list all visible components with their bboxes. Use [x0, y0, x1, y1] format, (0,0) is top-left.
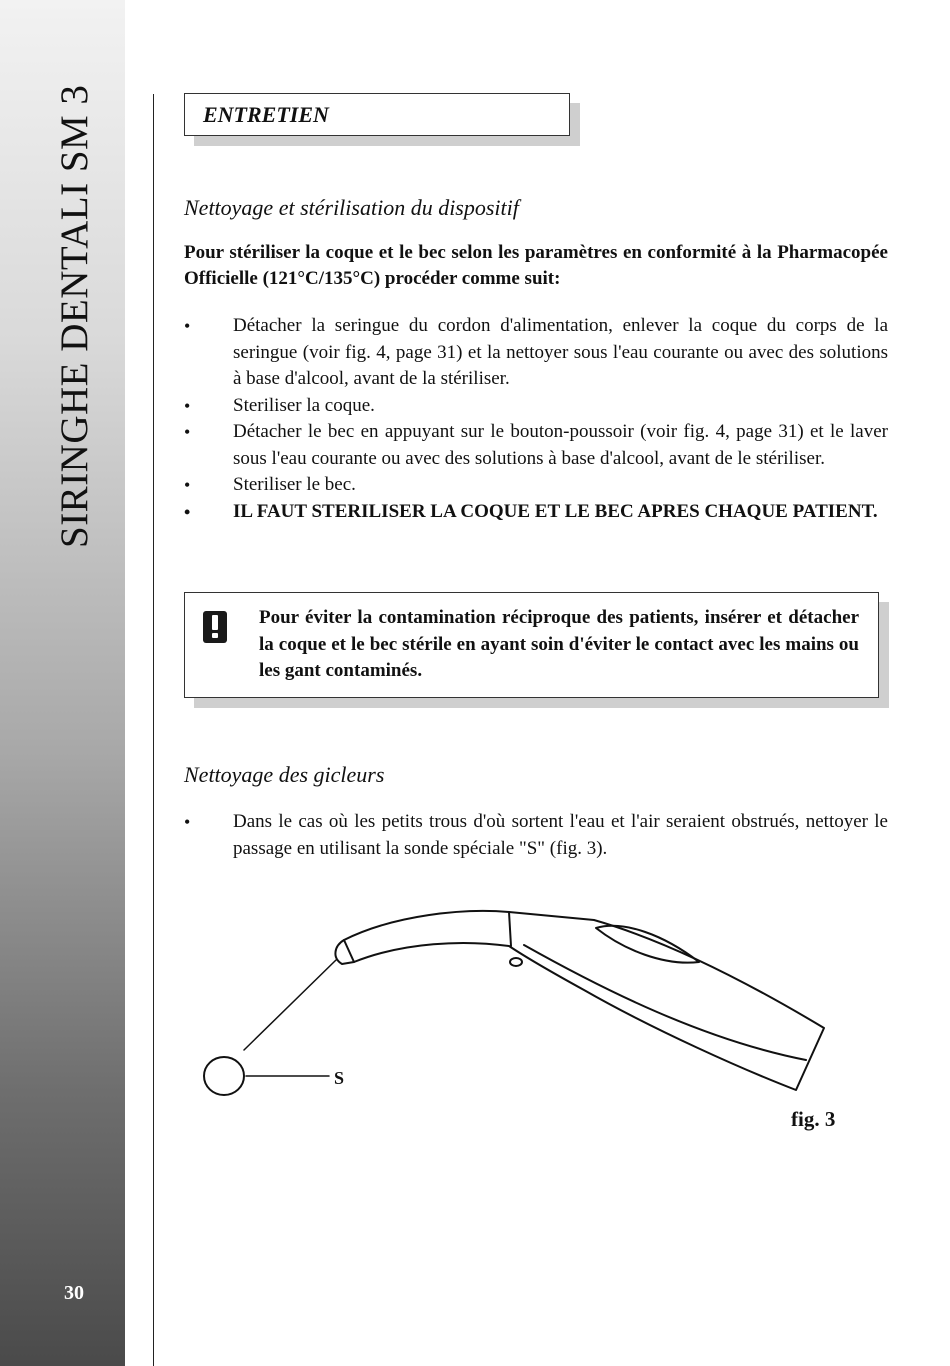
syringe-peg — [510, 958, 522, 966]
bullet-icon: • — [184, 501, 191, 522]
bullet-icon: • — [184, 422, 191, 442]
nozzle-steps — [184, 809, 888, 862]
bullet-icon: • — [184, 812, 191, 832]
bullet-icon: • — [184, 316, 191, 336]
sterilization-intro: Pour stériliser la coque et le bec selon les paramètres en conformité à la Pharmacopée Officielle (121°C/135°C) procéder comme suit: — [184, 242, 888, 289]
syringe-stripe — [524, 945, 806, 1060]
list-item: • Dans le cas où les petits trous d'où sortent l'eau et l'air seraient obstrués, nettoyer le passage en utilisant la sonde spéciale "S" (fig. 3). — [184, 811, 888, 859]
sterilization-heading: Nettoyage et stérilisation du dispositif — [184, 195, 519, 220]
list-item: • Détacher le bec en appuyant sur le bouton-poussoir (voir fig. 4, page 31) et le laver sous l'eau courante ou avec des solutions à base d'alcool, avant de le stériliser. — [184, 421, 888, 469]
nozzles-heading: Nettoyage des gicleurs — [184, 762, 385, 787]
list-item: • IL FAUT STERILISER LA COQUE ET LE BEC APRES CHAQUE PATIENT. — [184, 499, 888, 526]
probe-wire — [244, 960, 336, 1050]
probe-ring — [204, 1057, 244, 1095]
syringe-coupling — [509, 912, 511, 946]
syringe-illustration — [184, 890, 844, 1110]
list-item: • Steriliser le bec. — [184, 472, 888, 499]
section-header-box — [184, 93, 570, 136]
exclamation-warning-icon — [203, 611, 227, 643]
list-item: • Steriliser la coque. — [184, 393, 888, 420]
probe-label: S — [334, 1068, 345, 1088]
warning-text: Pour éviter la contamination réciproque des patients, insérer et détacher la coque et le bec stérile en ayant soin d'éviter le contact avec les mains ou les gant contaminés. — [259, 607, 859, 681]
syringe-button — [596, 926, 699, 963]
document-side-title: SIRINGHE DENTALI SM 3 — [53, 84, 96, 548]
figure-caption: fig. 3 — [791, 1107, 836, 1131]
syringe-body — [344, 911, 824, 1090]
list-item: • Détacher la seringue du cordon d'alimentation, enlever la coque du corps de la seringue (voir fig. 4, page 31) et la nettoyer sous l'eau courante ou avec des solutions à base d'alcool, avant de la stériliser. — [184, 315, 888, 389]
bullet-icon: • — [184, 395, 191, 416]
margin-rule — [153, 94, 154, 1366]
bullet-icon: • — [184, 475, 191, 495]
page-number: 30 — [64, 1282, 84, 1304]
warning-box — [184, 592, 879, 698]
section-header: ENTRETIEN — [203, 102, 329, 127]
sterilization-steps — [184, 313, 888, 525]
